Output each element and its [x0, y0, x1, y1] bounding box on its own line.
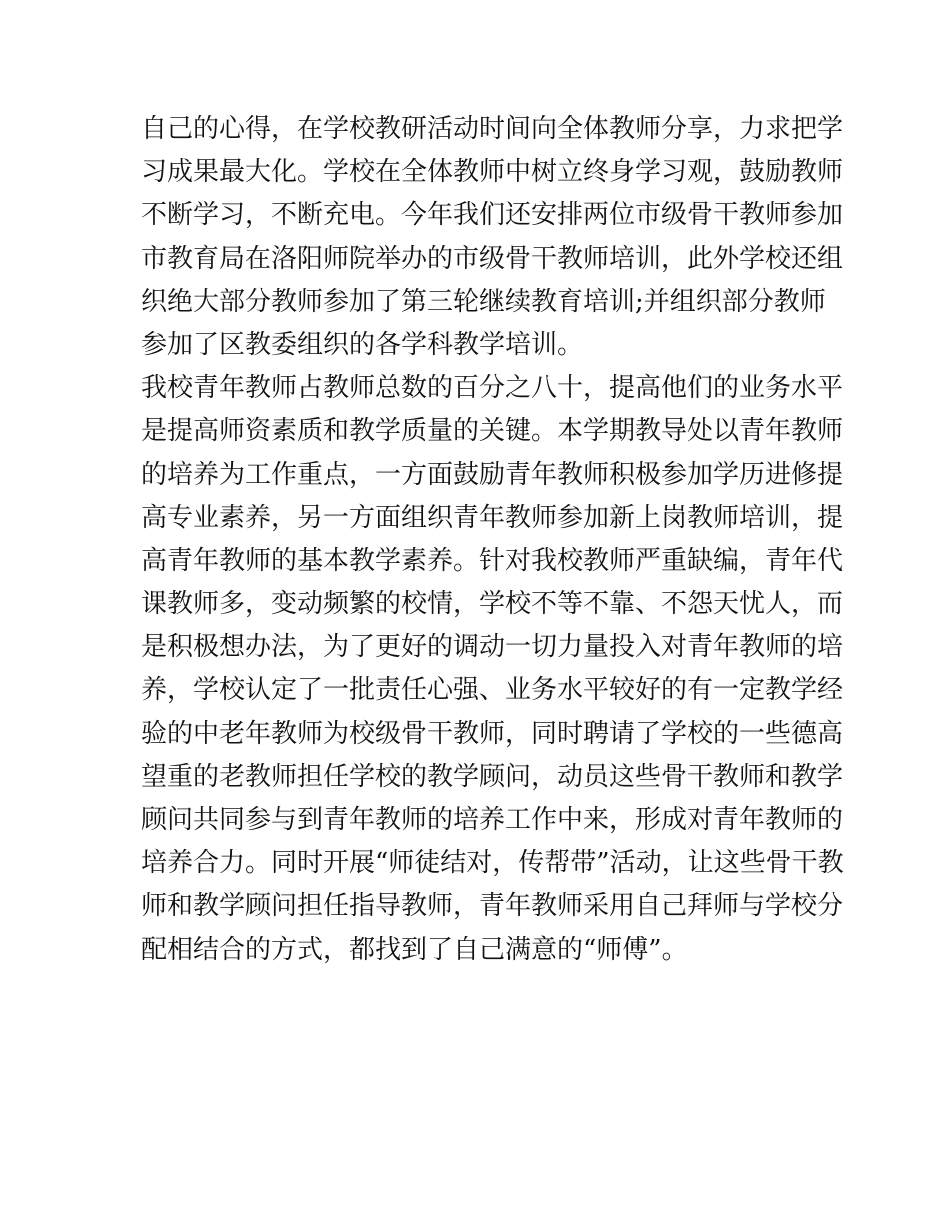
- text-line: 织绝大部分教师参加了第三轮继续教育培训;并组织部分教师: [141, 286, 826, 317]
- text-line: 我校青年教师占教师总数的百分之八十，提高他们的业务水平: [141, 373, 844, 404]
- text-line: 的培养为工作重点，一方面鼓励青年教师积极参加学历进修提: [141, 459, 844, 490]
- text-line: 养，学校认定了一批责任心强、业务水平较好的有一定教学经: [141, 675, 844, 706]
- text-line: 高专业素养，另一方面组织青年教师参加新上岗教师培训，提: [141, 502, 844, 533]
- text-line: 参加了区教委组织的各学科教学培训。: [141, 329, 584, 360]
- text-line: 不断学习，不断充电。今年我们还安排两位市级骨干教师参加: [141, 200, 844, 231]
- text-line: 培养合力。同时开展“师徒结对，传帮带”活动，让这些骨干教: [141, 848, 844, 879]
- text-line: 验的中老年教师为校级骨干教师，同时聘请了学校的一些德高: [141, 718, 844, 749]
- text-line: 师和教学顾问担任指导教师，青年教师采用自己拜师与学校分: [141, 891, 844, 922]
- text-line: 习成果最大化。学校在全体教师中树立终身学习观，鼓励教师: [141, 157, 844, 188]
- text-line: 望重的老教师担任学校的教学顾问，动员这些骨干教师和教学: [141, 761, 844, 792]
- text-line: 顾问共同参与到青年教师的培养工作中来，形成对青年教师的: [141, 805, 844, 835]
- text-line: 课教师多，变动频繁的校情，学校不等不靠、不怨天忧人，而: [141, 589, 844, 620]
- text-line: 是积极想办法，为了更好的调动一切力量投入对青年教师的培: [141, 632, 844, 663]
- text-line: 是提高师资素质和教学质量的关键。本学期教导处以青年教师: [141, 416, 844, 447]
- text-line: 自己的心得，在学校教研活动时间向全体教师分享，力求把学: [141, 114, 844, 144]
- text-line: 市教育局在洛阳师院举办的市级骨干教师培训，此外学校还组: [141, 243, 844, 274]
- text-line: 配相结合的方式，都找到了自己满意的“师傅”。: [141, 934, 688, 965]
- body-text: [141, 108, 844, 972]
- text-line: 高青年教师的基本教学素养。针对我校教师严重缺编，青年代: [141, 545, 844, 576]
